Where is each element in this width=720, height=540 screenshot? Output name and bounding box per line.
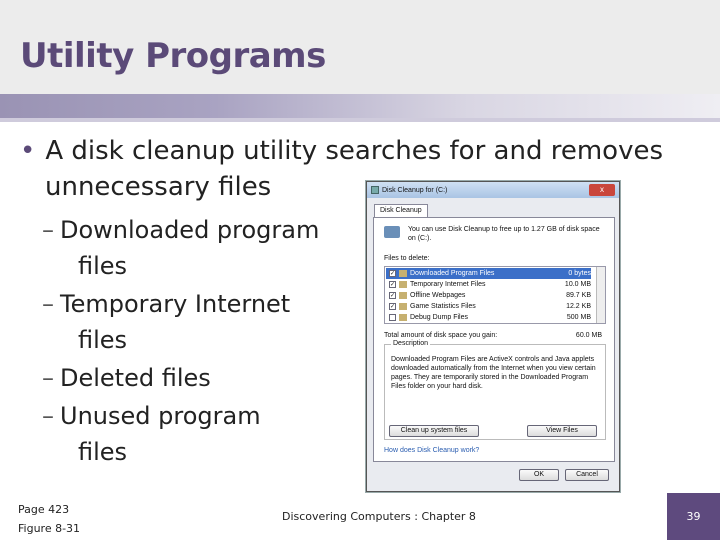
dash-icon: – <box>42 364 54 392</box>
file-name: Offline Webpages <box>410 292 466 299</box>
folder-icon <box>399 281 407 288</box>
checkbox[interactable]: ✓ <box>390 304 396 310</box>
file-name: Game Statistics Files <box>410 303 476 310</box>
slide-title: Utility Programs <box>20 36 326 76</box>
list-item[interactable] <box>386 279 591 290</box>
sub-bullet-text: Deleted files <box>60 364 211 392</box>
folder-icon <box>399 303 407 310</box>
sub-bullet-4 <box>42 398 342 470</box>
bullet-text: A disk cleanup utility searches for and removes <box>45 136 663 166</box>
file-name: Debug Dump Files <box>410 314 468 321</box>
files-to-delete-label: Files to delete: <box>384 255 430 262</box>
info-text: You can use Disk Cleanup to free up to 1.27 GB of disk space on (C:). <box>408 226 600 242</box>
close-button[interactable]: x <box>589 184 615 196</box>
page-ref: Page 423 <box>18 503 70 516</box>
sub-bullet-text-cont: files <box>78 252 128 280</box>
description-box <box>384 340 606 440</box>
cancel-button[interactable]: Cancel <box>565 469 609 481</box>
ok-button[interactable]: OK <box>519 469 559 481</box>
file-size: 89.7 KB <box>566 292 591 299</box>
help-link[interactable]: How does Disk Cleanup work? <box>384 447 480 454</box>
page-number: 39 <box>667 493 720 540</box>
folder-icon <box>399 292 407 299</box>
file-icon <box>399 314 407 321</box>
sub-bullet-text: Downloaded program <box>60 216 320 244</box>
tab-disk-cleanup[interactable]: Disk Cleanup <box>374 204 428 218</box>
file-size: 0 bytes <box>568 270 591 277</box>
figure-ref: Figure 8-31 <box>18 522 81 535</box>
drive-icon <box>371 186 379 194</box>
list-scrollbar[interactable] <box>596 267 605 323</box>
button-label: Clean up system files <box>400 427 468 434</box>
footer-chapter: Discovering Computers : Chapter 8 <box>282 510 476 523</box>
disk-cleanup-icon <box>384 226 400 238</box>
checkbox[interactable]: ✓ <box>390 271 396 277</box>
sub-bullet-1 <box>42 212 342 284</box>
header-stripe-line <box>0 118 720 122</box>
dash-icon: – <box>42 290 54 318</box>
checkbox[interactable]: ✓ <box>390 293 396 299</box>
dialog-title: Disk Cleanup for (C:) <box>382 186 448 194</box>
list-item[interactable] <box>386 301 591 312</box>
description-label: Description <box>393 340 429 347</box>
sub-bullet-3 <box>42 360 342 396</box>
list-item[interactable] <box>386 268 591 279</box>
dialog-title-bar <box>367 182 619 198</box>
list-item[interactable] <box>386 312 591 323</box>
file-name: Temporary Internet Files <box>410 281 486 288</box>
dash-icon: – <box>42 216 54 244</box>
dialog-panel <box>373 217 615 462</box>
dash-icon: – <box>42 402 54 430</box>
checkbox[interactable]: ✓ <box>390 282 396 288</box>
sub-bullet-text-cont: files <box>78 438 128 466</box>
file-size: 12.2 KB <box>566 303 591 310</box>
bullet-text-line2: unnecessary files <box>45 172 272 202</box>
file-size: 10.0 MB <box>564 281 591 288</box>
total-label: Total amount of disk space you gain: <box>384 332 498 339</box>
sub-bullet-text: Temporary Internet <box>60 290 291 318</box>
description-text: Downloaded Program Files are ActiveX controls and Java applets downloaded automatically from the Internet when you view certain pages. They are temporarily stored in the Downloaded Program Files folder on your hard disk. <box>391 356 596 390</box>
sub-bullet-2 <box>42 286 342 358</box>
disk-cleanup-dialog <box>366 181 620 492</box>
view-files-button[interactable]: View Files <box>527 425 597 437</box>
footer-refs <box>18 500 80 538</box>
sub-bullet-text-cont: files <box>78 326 128 354</box>
files-list[interactable] <box>384 266 606 324</box>
file-size: 500 MB <box>566 314 591 321</box>
clean-up-system-files-button[interactable] <box>389 425 479 437</box>
checkbox[interactable] <box>389 314 396 321</box>
folder-icon <box>399 270 407 277</box>
list-item[interactable] <box>386 290 591 301</box>
file-name: Downloaded Program Files <box>410 270 495 277</box>
sub-bullet-text: Unused program <box>60 402 261 430</box>
bullet-dot-icon: • <box>20 136 36 166</box>
total-value: 60.0 MB <box>575 332 602 339</box>
